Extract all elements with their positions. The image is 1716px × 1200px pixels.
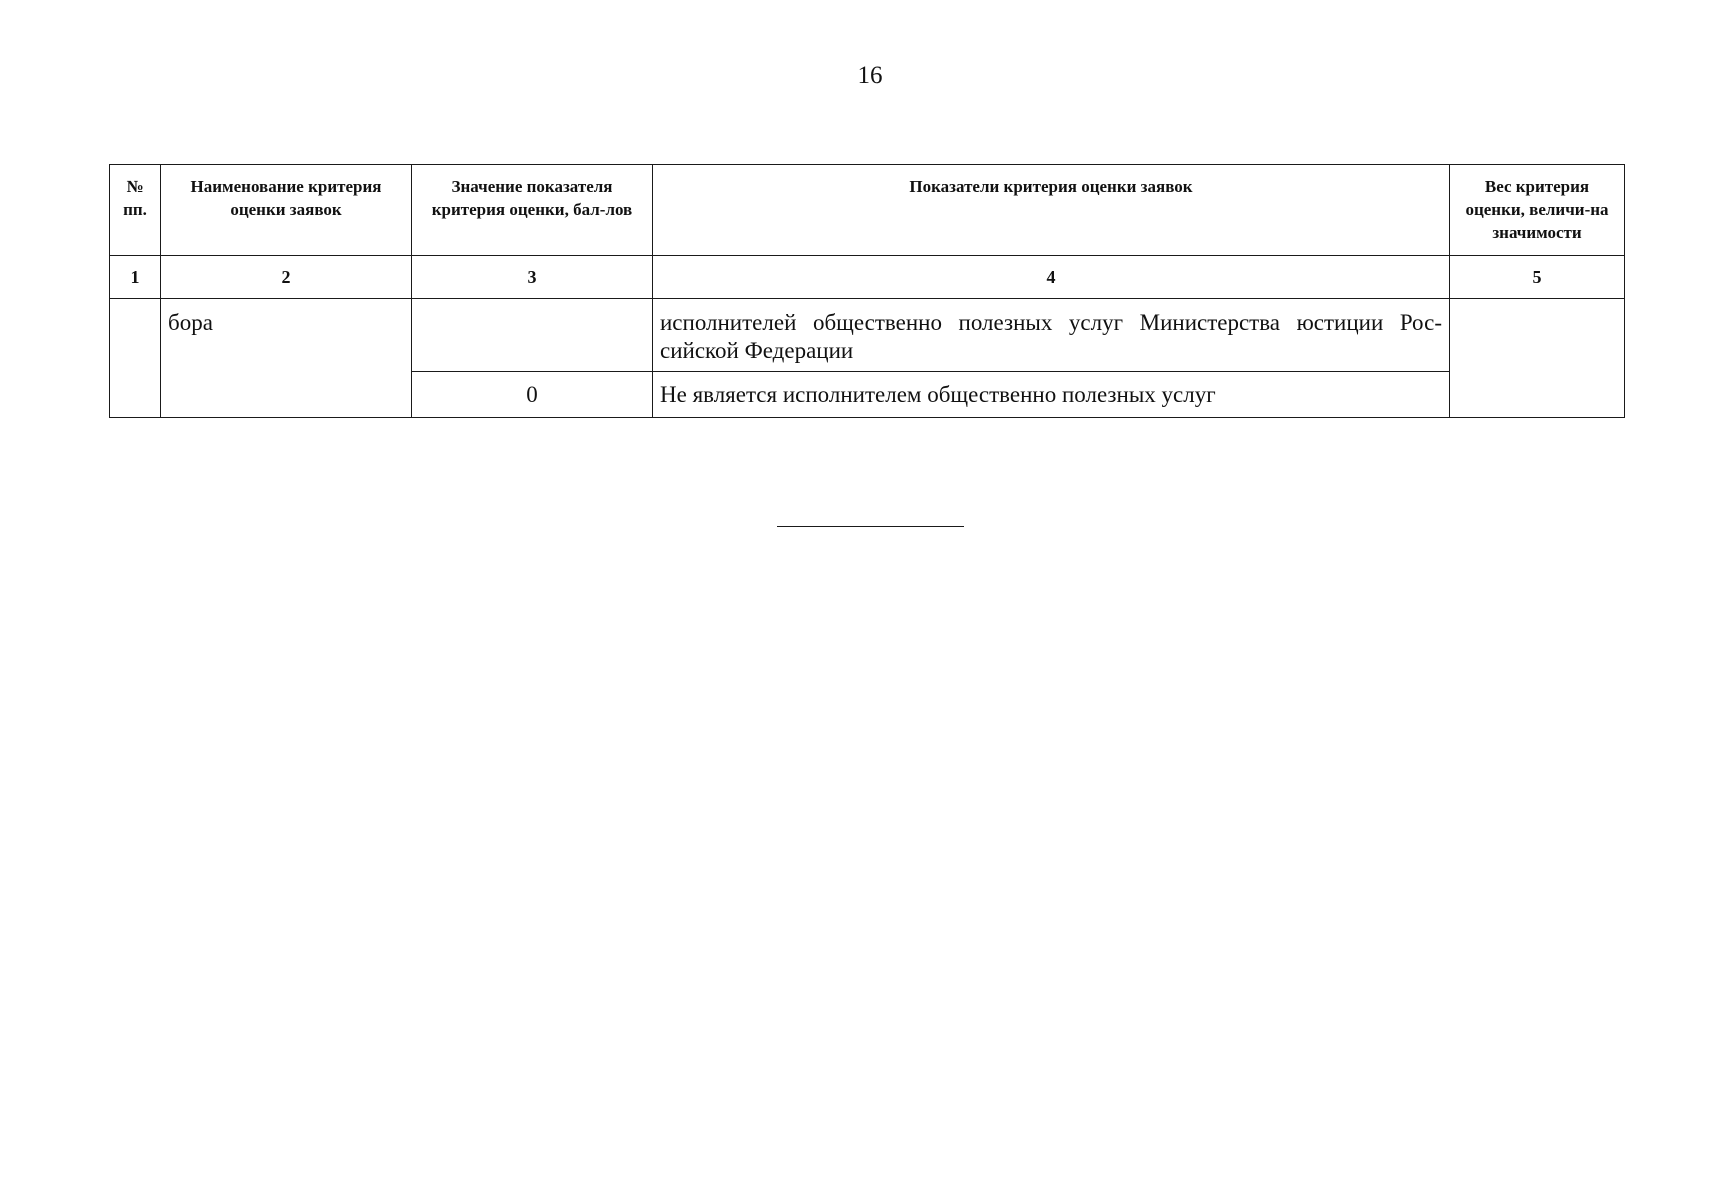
header-row [110, 165, 1625, 256]
header-number: № пп. [110, 165, 161, 256]
weight-cell [1450, 299, 1625, 418]
column-number: 3 [412, 256, 653, 299]
column-number: 5 [1450, 256, 1625, 299]
indicator-text-cell: Не является исполнителем общественно полезных услуг [653, 372, 1450, 418]
column-number: 2 [161, 256, 412, 299]
indicator-text-cell: исполнителей общественно полезных услуг Министерства юстиции Рос-сийской Федерации [653, 299, 1450, 372]
end-of-document-rule [777, 526, 964, 527]
page-number: 16 [857, 62, 883, 89]
criteria-table [109, 164, 1625, 418]
header-indicator-value: Значение показателя критерия оценки, бал-лов [412, 165, 653, 256]
column-number: 4 [653, 256, 1450, 299]
indicator-value-cell [412, 299, 653, 372]
header-weight: Вес критерия оценки, величи-на значимости [1450, 165, 1625, 256]
column-number-row [110, 256, 1625, 299]
header-indicators: Показатели критерия оценки заявок [653, 165, 1450, 256]
criterion-name-cell: бора [161, 299, 412, 418]
table-row [110, 299, 1625, 372]
header-criterion-name: Наименование критерия оценки заявок [161, 165, 412, 256]
column-number: 1 [110, 256, 161, 299]
row-number-cell [110, 299, 161, 418]
indicator-value-cell: 0 [412, 372, 653, 418]
